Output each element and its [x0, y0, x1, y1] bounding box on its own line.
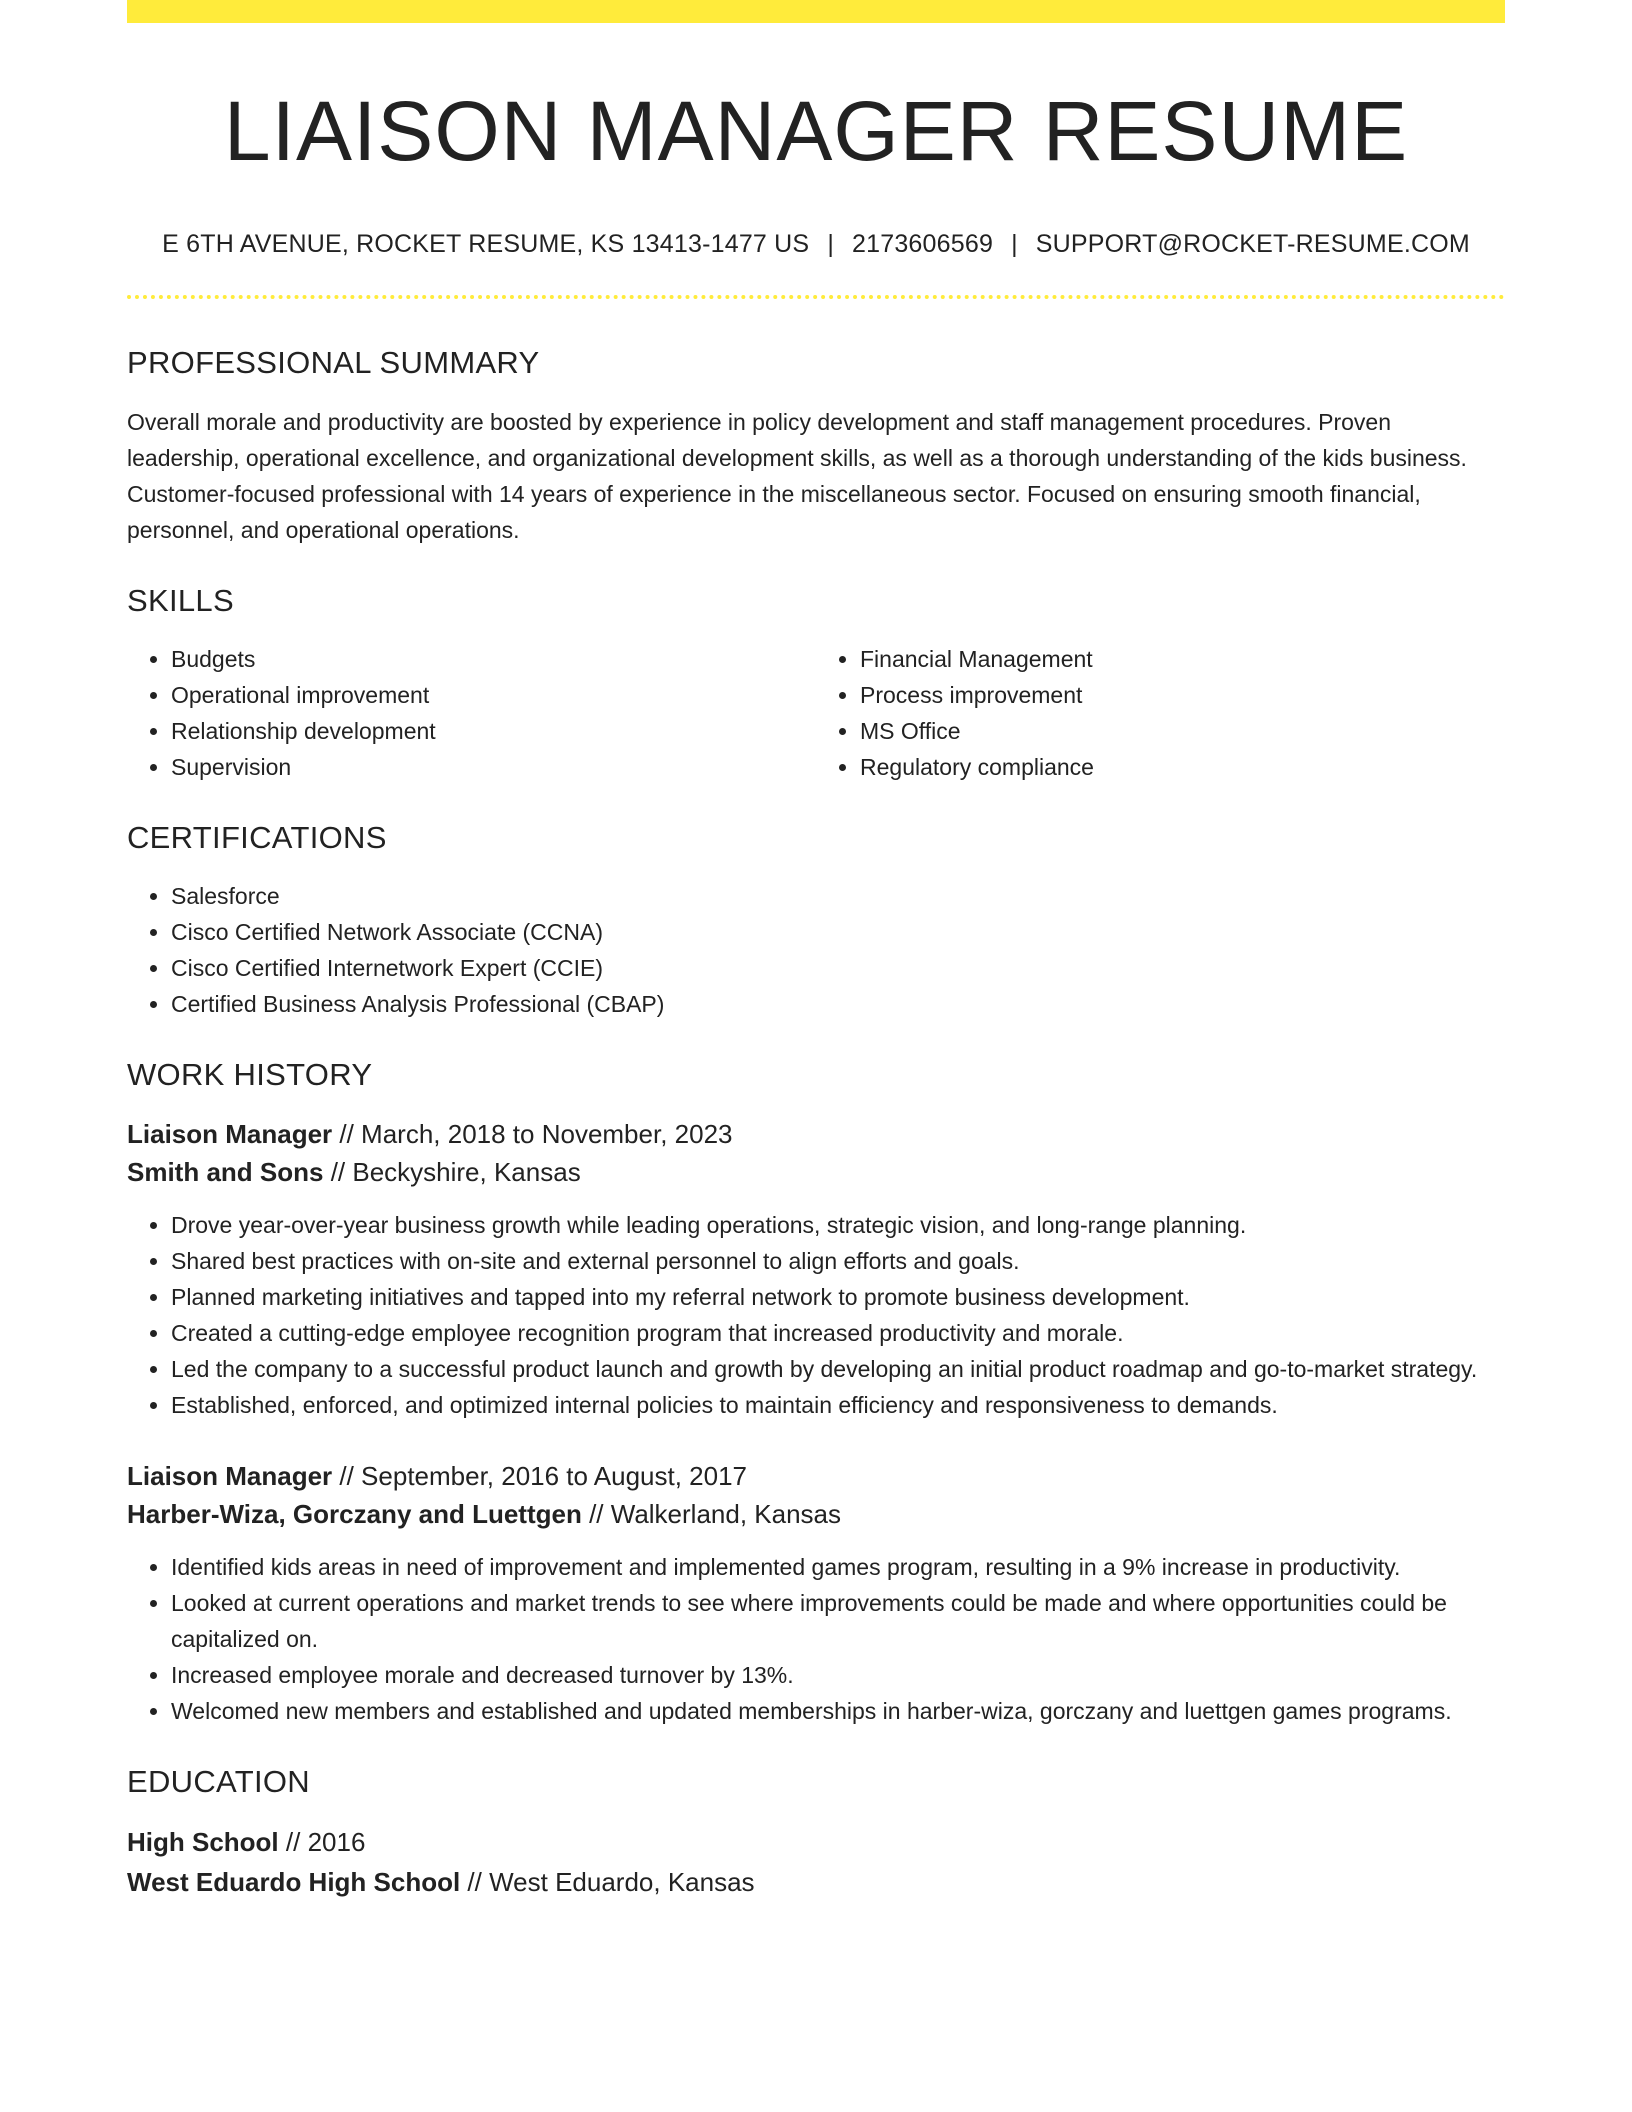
job-company: Smith and Sons — [127, 1157, 324, 1188]
job-bullet: • Welcomed new members and established and updated memberships in harber-wiza, gorczany and luettgen games programs. — [171, 1693, 1505, 1729]
education-year: // 2016 — [278, 1827, 366, 1858]
job-company-line — [127, 1495, 1505, 1533]
education-degree-line — [127, 1822, 1505, 1862]
job-title-line — [127, 1115, 1505, 1153]
certification-item: • Certified Business Analysis Professional (CBAP) — [171, 986, 1505, 1022]
contact-line — [127, 229, 1505, 259]
job-title: Liaison Manager — [127, 1461, 333, 1492]
job-bullet: • Looked at current operations and market trends to see where improvements could be made and where opportunities could be capitalized on. — [171, 1585, 1505, 1657]
education-school-line — [127, 1862, 1505, 1902]
section-heading-work-history: WORK HISTORY — [127, 1056, 373, 1092]
certifications-list — [127, 878, 1505, 1022]
dotted-divider — [127, 295, 1505, 299]
certification-item: • Cisco Certified Network Associate (CCNA) — [171, 914, 1505, 950]
job-company: Harber-Wiza, Gorczany and Luettgen — [127, 1499, 582, 1530]
section-heading-skills: SKILLS — [127, 582, 234, 618]
job-dates: // September, 2016 to August, 2017 — [332, 1461, 748, 1492]
job-entry — [127, 1457, 1505, 1729]
job-bullets — [127, 1549, 1505, 1729]
job-bullets — [127, 1207, 1505, 1423]
education-degree: High School — [127, 1827, 279, 1858]
skill-item: • Process improvement — [860, 677, 1505, 713]
skill-item: • MS Office — [860, 713, 1505, 749]
contact-email: SUPPORT@ROCKET-RESUME.COM — [1035, 230, 1470, 259]
skill-item: • Operational improvement — [171, 677, 816, 713]
education-location: // West Eduardo, Kansas — [460, 1867, 755, 1898]
skill-item: • Relationship development — [171, 713, 816, 749]
section-heading-summary: PROFESSIONAL SUMMARY — [127, 345, 540, 381]
job-bullet: • Identified kids areas in need of improvement and implemented games program, resulting in a 9% increase in productivity. — [171, 1549, 1505, 1585]
job-bullet: • Led the company to a successful product launch and growth by developing an initial product roadmap and go-to-market strategy. — [171, 1351, 1505, 1387]
skills-grid — [127, 641, 1505, 785]
job-location: // Beckyshire, Kansas — [323, 1157, 581, 1188]
certification-item: • Salesforce — [171, 878, 1505, 914]
job-dates: // March, 2018 to November, 2023 — [332, 1119, 733, 1150]
resume-page — [127, 0, 1505, 1902]
skill-item: • Supervision — [171, 749, 816, 785]
skill-item: • Budgets — [171, 641, 816, 677]
job-bullet: • Increased employee morale and decreased turnover by 13%. — [171, 1657, 1505, 1693]
skills-list-right — [816, 641, 1505, 785]
page-title: LIAISON MANAGER RESUME — [223, 84, 1409, 178]
skill-item: • Financial Management — [860, 641, 1505, 677]
top-accent-bar — [127, 0, 1505, 23]
contact-address: E 6TH AVENUE, ROCKET RESUME, KS 13413-1477 US — [162, 230, 810, 259]
summary-text: Overall morale and productivity are boosted by experience in policy development and staff management procedures. Proven leadership, operational excellence, and organizational development skills, as well as a thorough understanding of the kids business. Customer-focused professional with 14 years of experience in the miscellaneous sector. Focused on ensuring smooth financial, personnel, and operational operations. — [127, 408, 1467, 543]
education-entry — [127, 1822, 1505, 1902]
contact-separator: | — [1011, 230, 1018, 259]
contact-separator: | — [827, 230, 835, 259]
job-company-line — [127, 1153, 1505, 1191]
job-location: // Walkerland, Kansas — [581, 1499, 841, 1530]
skills-list-left — [127, 641, 816, 785]
job-entry — [127, 1115, 1505, 1423]
job-bullet: • Planned marketing initiatives and tapped into my referral network to promote business development. — [171, 1279, 1505, 1315]
skill-item: • Regulatory compliance — [860, 749, 1505, 785]
contact-phone: 2173606569 — [852, 230, 994, 259]
education-school: West Eduardo High School — [127, 1867, 461, 1898]
job-bullet: • Drove year-over-year business growth while leading operations, strategic vision, and long-range planning. — [171, 1207, 1505, 1243]
job-title-line — [127, 1457, 1505, 1495]
job-title: Liaison Manager — [127, 1119, 333, 1150]
job-bullet: • Established, enforced, and optimized internal policies to maintain efficiency and responsiveness to demands. — [171, 1387, 1505, 1423]
section-heading-education: EDUCATION — [127, 1764, 310, 1800]
job-bullet: • Shared best practices with on-site and external personnel to align efforts and goals. — [171, 1243, 1505, 1279]
certification-item: • Cisco Certified Internetwork Expert (CCIE) — [171, 950, 1505, 986]
job-bullet: • Created a cutting-edge employee recognition program that increased productivity and morale. — [171, 1315, 1505, 1351]
section-heading-certifications: CERTIFICATIONS — [127, 819, 387, 855]
